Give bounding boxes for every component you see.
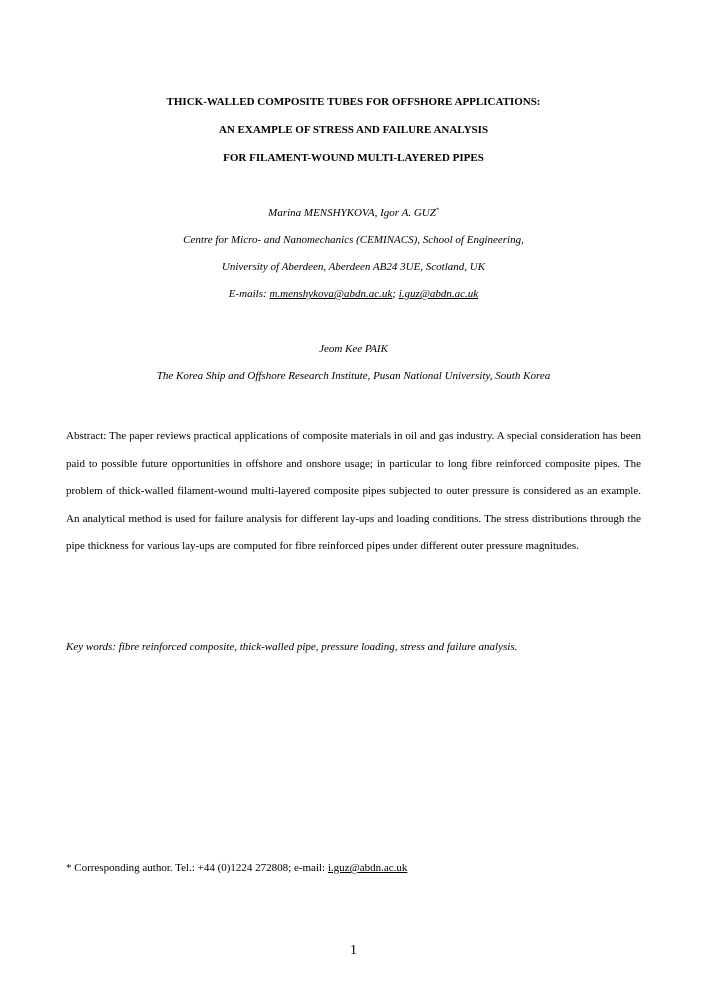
emails-separator: ; <box>392 288 399 300</box>
footnote-text: * Corresponding author. Tel.: +44 (0)1224 272808; e-mail: <box>66 862 328 874</box>
page-number: 1 <box>350 943 357 958</box>
email-link-menshykova[interactable]: m.menshykova@abdn.ac.uk <box>269 288 393 300</box>
second-author-affiliation: The Korea Ship and Offshore Research Institute, Pusan National University, South Korea <box>156 370 551 382</box>
author-names-text: Marina MENSHYKOVA, Igor A. GUZ <box>268 207 436 219</box>
second-author-name: Jeom Kee PAIK <box>319 343 388 355</box>
author-names <box>0 206 707 220</box>
emails-prefix: E-mails: <box>228 288 270 300</box>
abstract-text: Abstract: The paper reviews practical applications of composite materials in oil and gas industry. A special consideration has been paid to possible future opportunities in offshore and onshore usage; in particular to long fibre reinforced composite pipes. The problem of thick-walled filament-wound multi-layered composite pipes subjected to outer pressure is considered as an example. An analytical method is used for failure analysis for different lay-ups and loading conditions. The stress distributions through the pipe thickness for various lay-ups are computed for fibre reinforced pipes under different outer pressure magnitudes. <box>66 430 641 553</box>
affiliation-line-2: University of Aberdeen, Aberdeen AB24 3UE, Scotland, UK <box>221 261 486 273</box>
corresponding-author-mark: * <box>435 207 439 214</box>
title-line-3: FOR FILAMENT-WOUND MULTI-LAYERED PIPES <box>223 152 484 164</box>
keywords-text: Key words: fibre reinforced composite, thick-walled pipe, pressure loading, stress and failure analysis. <box>66 641 518 653</box>
title-line-2: AN EXAMPLE OF STRESS AND FAILURE ANALYSIS <box>218 124 489 136</box>
footnote-email-link[interactable]: i.guz@abdn.ac.uk <box>327 862 408 874</box>
corresponding-author-footnote <box>66 861 641 875</box>
title-line-1: THICK-WALLED COMPOSITE TUBES FOR OFFSHORE APPLICATIONS: <box>166 96 541 108</box>
email-link-guz[interactable]: i.guz@abdn.ac.uk <box>398 288 479 300</box>
affiliation-line-1: Centre for Micro- and Nanomechanics (CEMINACS), School of Engineering, <box>183 234 524 246</box>
emails-line <box>0 287 707 301</box>
